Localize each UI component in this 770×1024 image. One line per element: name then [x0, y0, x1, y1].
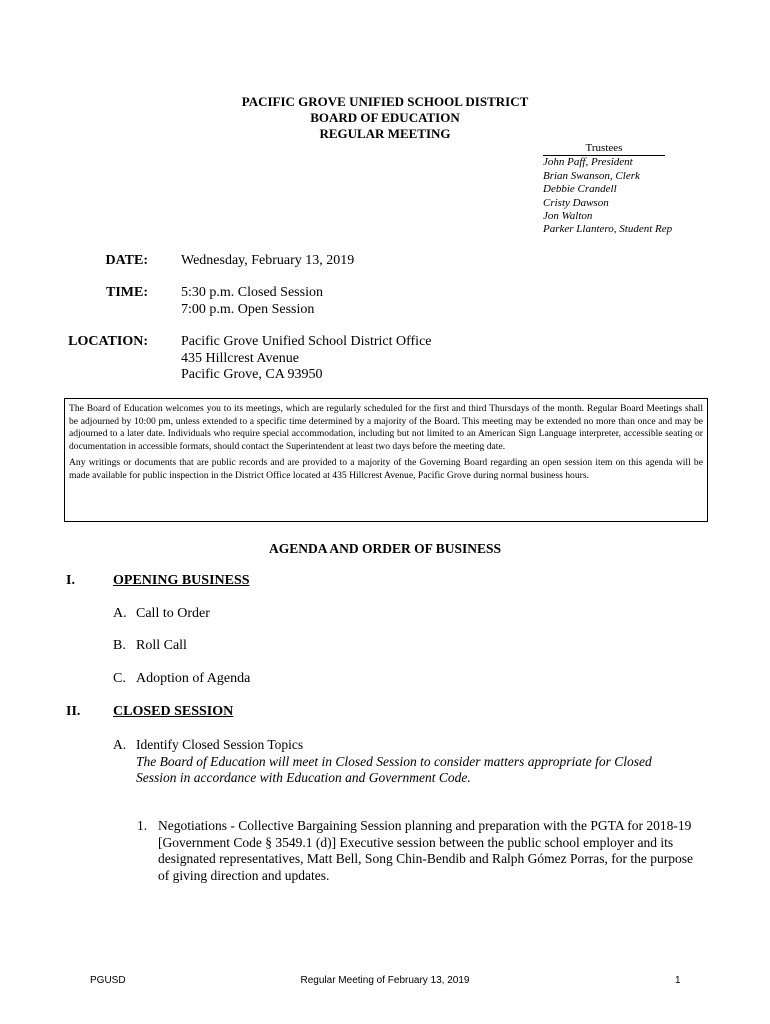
- district-name: PACIFIC GROVE UNIFIED SCHOOL DISTRICT: [241, 94, 529, 109]
- open-session-time: 7:00 p.m. Open Session: [181, 301, 315, 317]
- section-title-opening-business: OPENING BUSINESS: [113, 573, 250, 588]
- meeting-notice-box: [64, 398, 708, 522]
- agenda-item: [113, 671, 250, 687]
- closed-session-time: 5:30 p.m. Closed Session: [181, 285, 323, 300]
- item-note: The Board of Education will meet in Closed Session to consider matters appropriate for Closed Session in accordance with Education and Government Code.: [136, 753, 652, 786]
- item-text: Call to Order: [136, 606, 210, 621]
- page-number: 1: [675, 975, 681, 986]
- time-value: [181, 285, 323, 318]
- section-numeral: II.: [66, 704, 81, 719]
- location-name: Pacific Grove Unified School District Office: [181, 334, 432, 349]
- agenda-item: [113, 638, 187, 654]
- footer-org: PGUSD: [90, 975, 126, 986]
- date-label: DATE:: [105, 253, 148, 268]
- section-title-closed-session: CLOSED SESSION: [113, 704, 234, 719]
- location-value: [181, 334, 432, 384]
- agenda-item: [113, 606, 210, 622]
- sub-item-number: 1.: [137, 818, 148, 833]
- trustee-name: Parker Llantero, Student Rep: [543, 223, 673, 236]
- item-letter: A.: [113, 606, 127, 621]
- notice-paragraph: Any writings or documents that are public records and are provided to a majority of the Governing Board regarding an open session item on this agenda will be made available for public inspection in the District Office located at 435 Hillcrest Avenue, Pacific Grove during normal business hours.: [69, 457, 703, 481]
- location-label: LOCATION:: [68, 334, 148, 349]
- item-text: Identify Closed Session Topics: [136, 737, 304, 752]
- trustee-name: Jon Walton: [543, 210, 593, 223]
- section-numeral: I.: [66, 573, 75, 588]
- time-label: TIME:: [106, 285, 148, 300]
- location-street: 435 Hillcrest Avenue: [181, 350, 299, 366]
- sub-item: [137, 818, 697, 884]
- item-letter: C.: [113, 671, 126, 686]
- item-letter: B.: [113, 638, 126, 653]
- trustee-name: John Paff, President: [543, 156, 633, 169]
- footer-title: Regular Meeting of February 13, 2019: [300, 975, 470, 986]
- date-value: Wednesday, February 13, 2019: [181, 253, 355, 268]
- item-text: Adoption of Agenda: [136, 671, 251, 686]
- location-city: Pacific Grove, CA 93950: [181, 367, 323, 382]
- item-text: Roll Call: [136, 638, 187, 653]
- trustees-list: [543, 142, 672, 237]
- notice-paragraph: The Board of Education welcomes you to its meetings, which are regularly scheduled for the first and third Thursdays of the month. Regular Board Meetings shall be adjourned by 10:00 pm, unless extended to a specific time determined by a majority of the Board. This meeting may be extended no more than once and may be adjourned to a later date. Individuals who require special accommodation, including but not limited to an American Sign Language interpreter, accessible seating or documentation in accessible formats, should contact the Superintendent at least two days before the meeting date.: [69, 403, 703, 452]
- agenda-item: [113, 737, 683, 787]
- agenda-title: AGENDA AND ORDER OF BUSINESS: [268, 541, 502, 556]
- sub-item-text: Negotiations - Collective Bargaining Session planning and preparation with the PGTA for 2018-19 [Government Code § 3549.1 (d)] Executive session between the public school employer and its designated representatives, Matt Bell, Song Chin-Bendib and Ralph Gómez Porras, for the purpose of giving direction and updates.: [158, 818, 694, 883]
- item-letter: A.: [113, 737, 127, 752]
- board-name: BOARD OF EDUCATION: [310, 110, 460, 125]
- trustee-name: Debbie Crandell: [543, 183, 617, 196]
- trustee-name: Cristy Dawson: [543, 196, 609, 209]
- trustees-heading: Trustees: [543, 142, 665, 156]
- meeting-type: REGULAR MEETING: [319, 126, 451, 141]
- trustee-name: Brian Swanson, Clerk: [543, 169, 640, 182]
